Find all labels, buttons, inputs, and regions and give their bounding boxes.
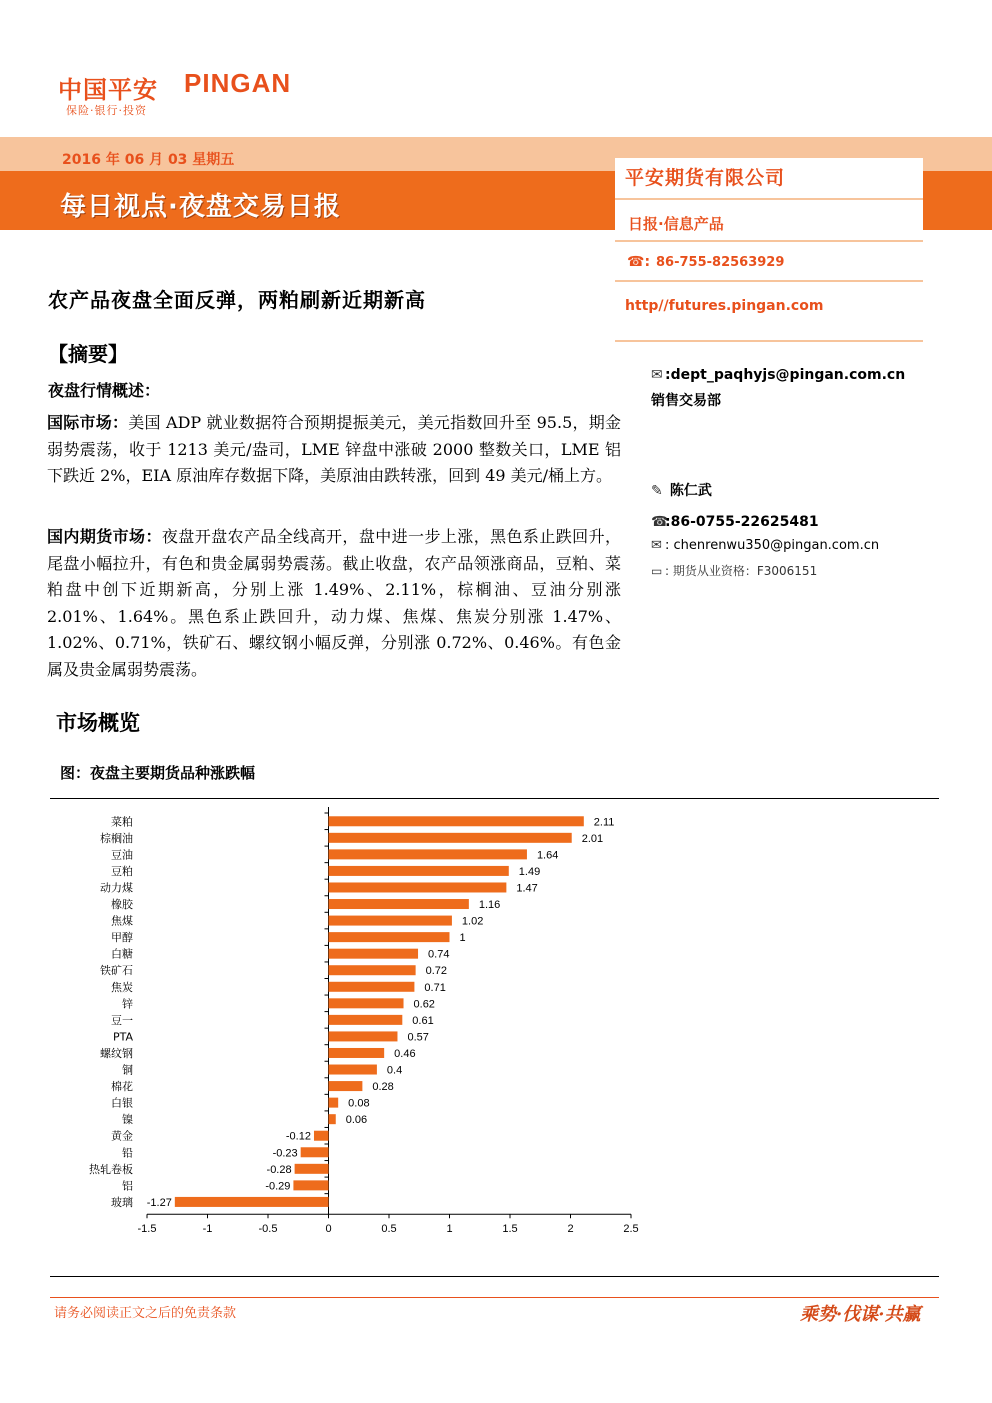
domestic-market-label: 国内期货市场： [47, 527, 162, 546]
bar [329, 916, 452, 926]
category-label: 铅 [122, 1146, 133, 1160]
data-label: 1.49 [518, 865, 541, 878]
overview-heading: 夜盘行情概述： [48, 381, 161, 400]
category-label: 菜粕 [111, 815, 133, 829]
data-label: 1.64 [536, 849, 559, 862]
market-heading: 市场概览 [56, 711, 140, 735]
category-label: 镍 [122, 1113, 133, 1127]
disclaimer-note: 请务必阅读正文之后的免责条款 [54, 1306, 237, 1321]
x-tick-label: -1 [202, 1223, 213, 1236]
category-label: 豆油 [111, 848, 133, 862]
logo-tagline: 保险·银行·投资 [66, 104, 147, 117]
summary-heading: 【摘要】 [48, 342, 128, 366]
category-label: 甲醇 [111, 931, 133, 945]
data-label: 0.08 [348, 1097, 370, 1110]
pen-icon: ✎ [651, 483, 663, 499]
intl-market-label: 国际市场： [47, 413, 129, 432]
intl-market-paragraph [47, 410, 621, 490]
banner-title: 每日视点·夜盘交易日报 [60, 192, 341, 222]
data-label: 1.16 [478, 899, 501, 912]
panel-divider [615, 280, 923, 282]
bar [329, 882, 507, 892]
bar [175, 1197, 329, 1207]
x-tick-label: 0.5 [381, 1223, 397, 1236]
category-label: 铁矿石 [100, 964, 133, 978]
report-type: 日报·信息产品 [628, 215, 724, 233]
x-tick-label: 1.5 [502, 1223, 518, 1236]
category-label: 黄金 [111, 1129, 133, 1143]
bar [329, 1015, 403, 1025]
bar [329, 949, 419, 959]
data-label: 1.47 [516, 882, 538, 895]
data-label: 2.11 [593, 816, 615, 829]
data-label: -1.27 [146, 1196, 172, 1209]
panel-divider [615, 240, 923, 242]
dept-name: 销售交易部 [651, 393, 721, 409]
mail-icon: ✉ [651, 367, 663, 383]
analyst-license-row [651, 562, 817, 579]
data-label: 0.71 [424, 981, 446, 994]
logo-en: PINGAN [184, 68, 292, 98]
company-name: 平安期货有限公司 [625, 167, 786, 189]
data-label: 0.46 [394, 1047, 416, 1060]
category-label: 铜 [122, 1063, 133, 1077]
domestic-market-paragraph [47, 524, 621, 683]
phone-icon: ☎: [627, 254, 651, 270]
category-label: 白糖 [111, 947, 133, 961]
bar [329, 1098, 339, 1108]
analyst-phone: :86-0755-22625481 [665, 514, 819, 530]
analyst-phone-row [651, 514, 819, 530]
bar-chart [50, 805, 670, 1245]
category-label: 热轧卷板 [89, 1162, 133, 1176]
x-tick-label: 0 [325, 1223, 332, 1236]
category-label: 豆粕 [111, 864, 133, 878]
data-label: -0.28 [266, 1163, 292, 1176]
data-label: 0.4 [386, 1064, 403, 1077]
bar [329, 982, 415, 992]
category-label: 白银 [111, 1096, 133, 1110]
phone-icon: ☎ [651, 514, 669, 530]
x-tick-label: 2 [567, 1223, 574, 1236]
company-phone: 86-755-82563929 [656, 255, 785, 270]
category-label: 焦炭 [111, 980, 133, 994]
headline: 农产品夜盘全面反弹，两粕刷新近期新高 [48, 288, 426, 312]
category-label: 棕榈油 [100, 831, 133, 845]
bar [329, 932, 450, 942]
data-label: 2.01 [581, 832, 604, 845]
data-label: -0.12 [285, 1130, 311, 1143]
dept-email-row [651, 367, 905, 383]
report-date: 2016 年 06 月 03 星期五 [62, 152, 235, 168]
mail-icon: ✉ [651, 538, 662, 553]
domestic-market-text: 夜盘开盘农产品全线高开，盘中进一步上涨，黑色系止跌回升，尾盘小幅拉升，有色和贵金属弱势震荡。截止收盘，农产品领涨商品，豆粕、菜粕盘中创下近期新高，分别上涨 1.49%、2.11%，棕榈油、豆油分别涨 2.01%、1.64%。黑色系止跌回升，动力煤、焦煤、焦炭分别涨 1.47%、1.02%、0.71%，铁矿石、螺纹钢小幅反弹，分别涨 0.72%、0.46%。有色金属及贵金属弱势震荡。 [47, 527, 621, 679]
data-label: 0.72 [425, 965, 448, 978]
category-label: 棉花 [111, 1080, 133, 1094]
book-icon: ▭ [651, 564, 663, 578]
figure-title: 图：夜盘主要期货品种涨跌幅 [60, 764, 256, 782]
category-label: 锌 [122, 997, 133, 1011]
bar [301, 1147, 329, 1157]
bar [329, 866, 509, 876]
x-tick-label: -0.5 [258, 1223, 278, 1236]
analyst-name: 陈仁武 [669, 483, 712, 499]
data-label: 0.61 [412, 1014, 434, 1027]
bar [329, 1031, 398, 1041]
data-label: -0.23 [272, 1147, 298, 1160]
dept-email[interactable]: :dept_paqhyjs@pingan.com.cn [665, 367, 906, 383]
analyst-email[interactable]: : chenrenwu350@pingan.com.cn [665, 538, 880, 553]
slogan: 乘势·伐谋·共赢 [800, 1304, 921, 1325]
company-url[interactable]: http//futures.pingan.com [625, 298, 824, 314]
chart-bottom-rule [50, 1276, 939, 1277]
category-label: 动力煤 [100, 881, 133, 895]
bar [329, 1114, 336, 1124]
bar [329, 816, 584, 826]
bar [329, 1081, 363, 1091]
panel-divider [615, 340, 923, 342]
category-label: 玻璃 [111, 1195, 133, 1209]
bar [314, 1131, 329, 1141]
x-tick-label: -1.5 [137, 1223, 157, 1236]
analyst-email-row [651, 538, 879, 553]
bar [329, 998, 404, 1008]
chart-top-rule [50, 798, 939, 799]
analyst-row [651, 480, 712, 500]
category-label: 豆一 [111, 1013, 133, 1027]
category-label: 橡胶 [111, 898, 133, 912]
category-label: 铝 [122, 1179, 133, 1193]
data-label: 0.62 [413, 998, 435, 1011]
data-label: 0.28 [372, 1081, 394, 1094]
bar [329, 1048, 385, 1058]
bar [329, 899, 469, 909]
analyst-license: : 期货从业资格：F3006151 [665, 564, 818, 578]
category-label: 螺纹钢 [100, 1046, 133, 1060]
bar [293, 1180, 328, 1190]
data-label: 0.74 [428, 948, 450, 961]
bar [329, 965, 416, 975]
bar [329, 833, 572, 843]
bar [295, 1164, 329, 1174]
data-label: 0.06 [345, 1114, 368, 1127]
data-label: 0.57 [407, 1031, 429, 1044]
intl-market-text: 美国 ADP 就业数据符合预期提振美元，美元指数回升至 95.5，期金弱势震荡，收于 1213 美元/盎司，LME 锌盘中涨破 2000 整数关口，LME 铝下跌近 2%，EIA 原油库存数据下降，美原油由跌转涨，回到 49 美元/桶上方。 [47, 413, 621, 485]
data-label: 1 [459, 932, 466, 945]
footer-rule [50, 1297, 939, 1298]
bar [329, 849, 527, 859]
category-label: 焦煤 [111, 914, 133, 928]
panel-divider [615, 198, 923, 200]
logo-cn: 中国平安 [58, 76, 158, 104]
data-label: 1.02 [461, 915, 484, 928]
data-label: -0.29 [265, 1180, 291, 1193]
bar [329, 1065, 377, 1075]
x-tick-label: 1 [446, 1223, 453, 1236]
x-tick-label: 2.5 [623, 1223, 639, 1236]
category-label: PTA [112, 1030, 133, 1044]
